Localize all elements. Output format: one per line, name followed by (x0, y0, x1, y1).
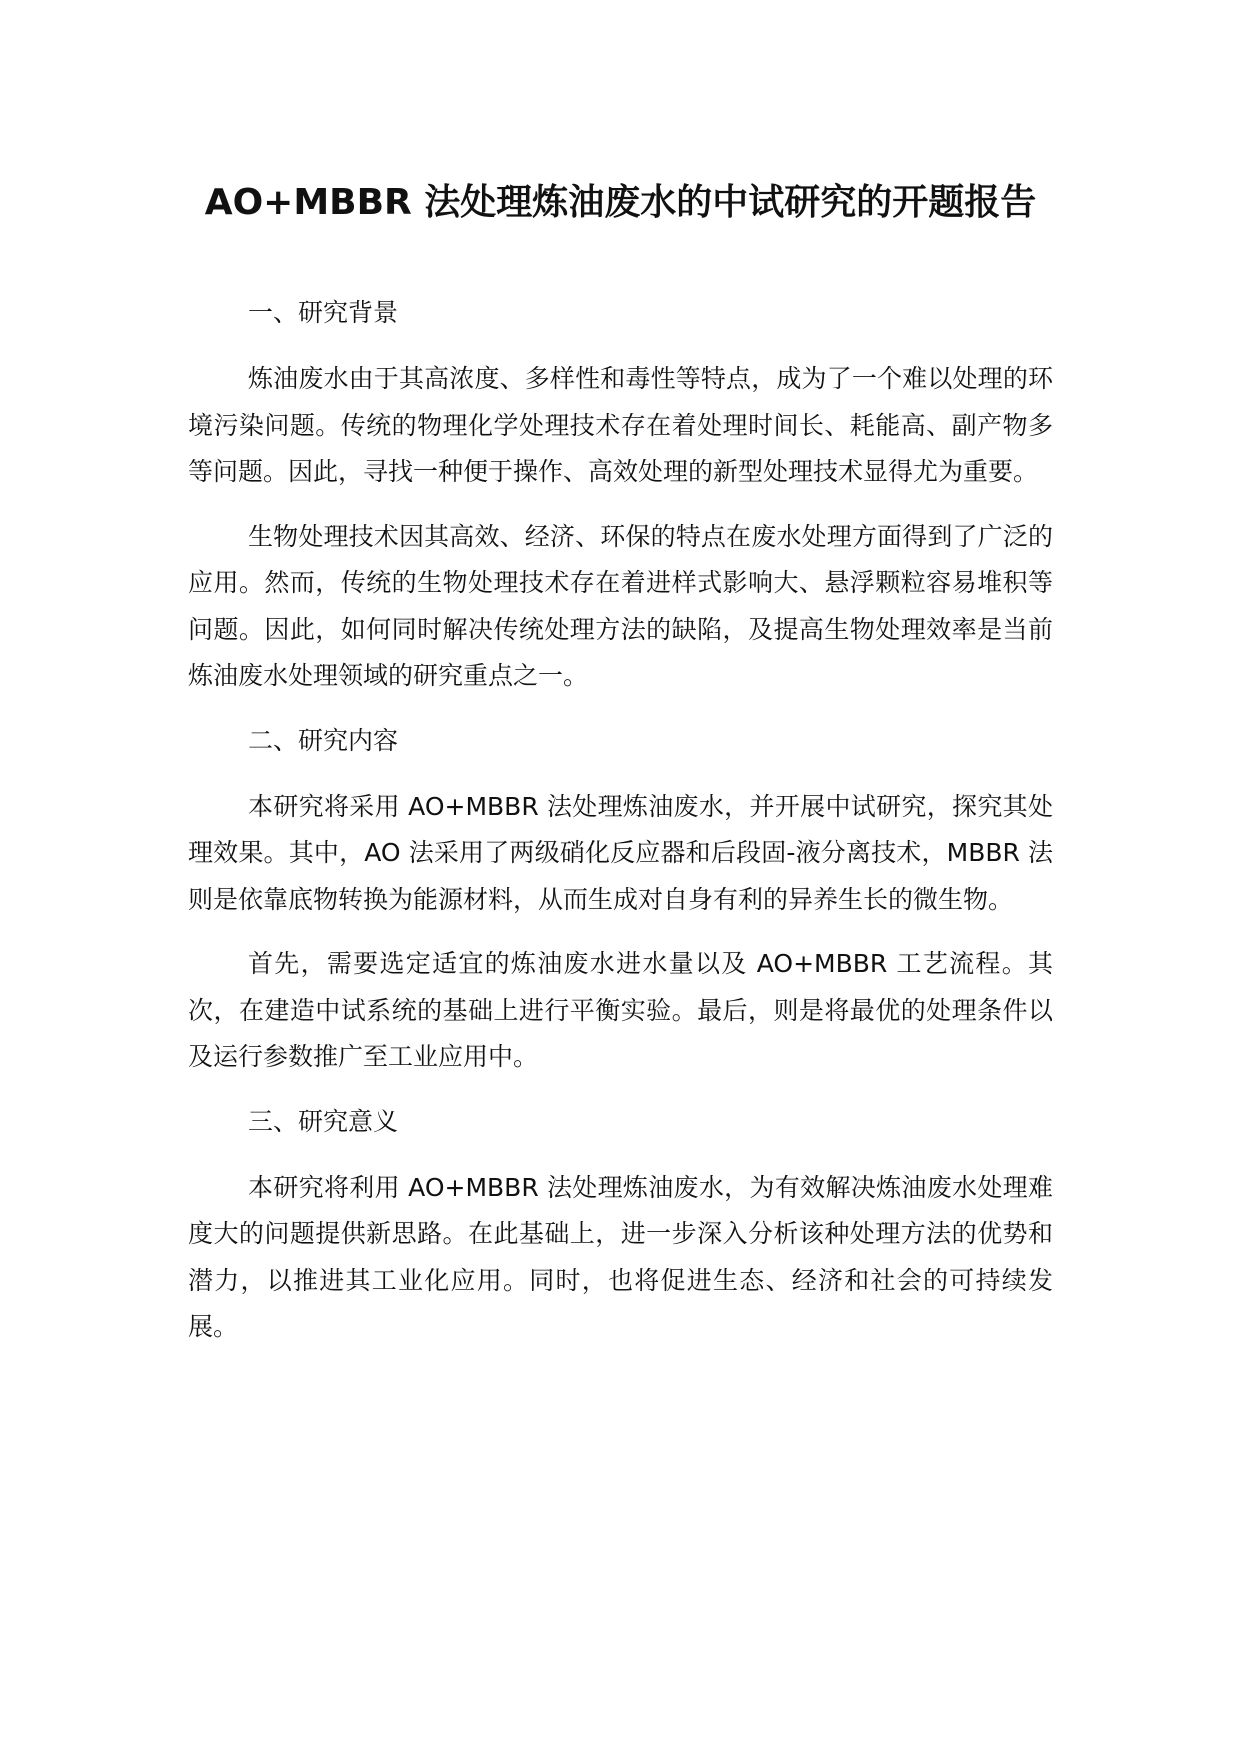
paragraph: 生物处理技术因其高效、经济、环保的特点在废水处理方面得到了广泛的应用。然而，传统的生物处理技术存在着进样式影响大、悬浮颗粒容易堆积等问题。因此，如何同时解决传统处理方法的缺陷，及提高生物处理效率是当前炼油废水处理领域的研究重点之一。 (188, 521, 1053, 690)
section-heading: 一、研究背景 (248, 298, 399, 327)
paragraph: 本研究将采用 AO+MBBR 法处理炼油废水，并开展中试研究，探究其处理效果。其中，AO 法采用了两级硝化反应器和后段固-液分离技术，MBBR 法则是依靠底物转换为能源材料，从而生成对自身有利的异养生长的微生物。 (188, 791, 1053, 914)
document-title: AO+MBBR 法处理炼油废水的中试研究的开题报告 (204, 182, 1037, 223)
document-body (188, 290, 1053, 1369)
paragraph: 本研究将利用 AO+MBBR 法处理炼油废水，为有效解决炼油废水处理难度大的问题提供新思路。在此基础上，进一步深入分析该种处理方法的优势和潜力，以推进其工业化应用。同时，也将促进生态、经济和社会的可持续发展。 (188, 1172, 1053, 1341)
paragraph: 首先，需要选定适宜的炼油废水进水量以及 AO+MBBR 工艺流程。其次，在建造中试系统的基础上进行平衡实验。最后，则是将最优的处理条件以及运行参数推广至工业应用中。 (188, 949, 1053, 1071)
paragraph: 炼油废水由于其高浓度、多样性和毒性等特点，成为了一个难以处理的环境污染问题。传统的物理化学处理技术存在着处理时间长、耗能高、副产物多等问题。因此，寻找一种便于操作、高效处理的新型处理技术显得尤为重要。 (188, 364, 1053, 486)
section-heading: 二、研究内容 (248, 725, 399, 755)
section-research-background (188, 290, 1053, 700)
section-heading: 三、研究意义 (248, 1106, 399, 1136)
section-research-content (188, 718, 1053, 1081)
section-research-significance (188, 1099, 1053, 1351)
